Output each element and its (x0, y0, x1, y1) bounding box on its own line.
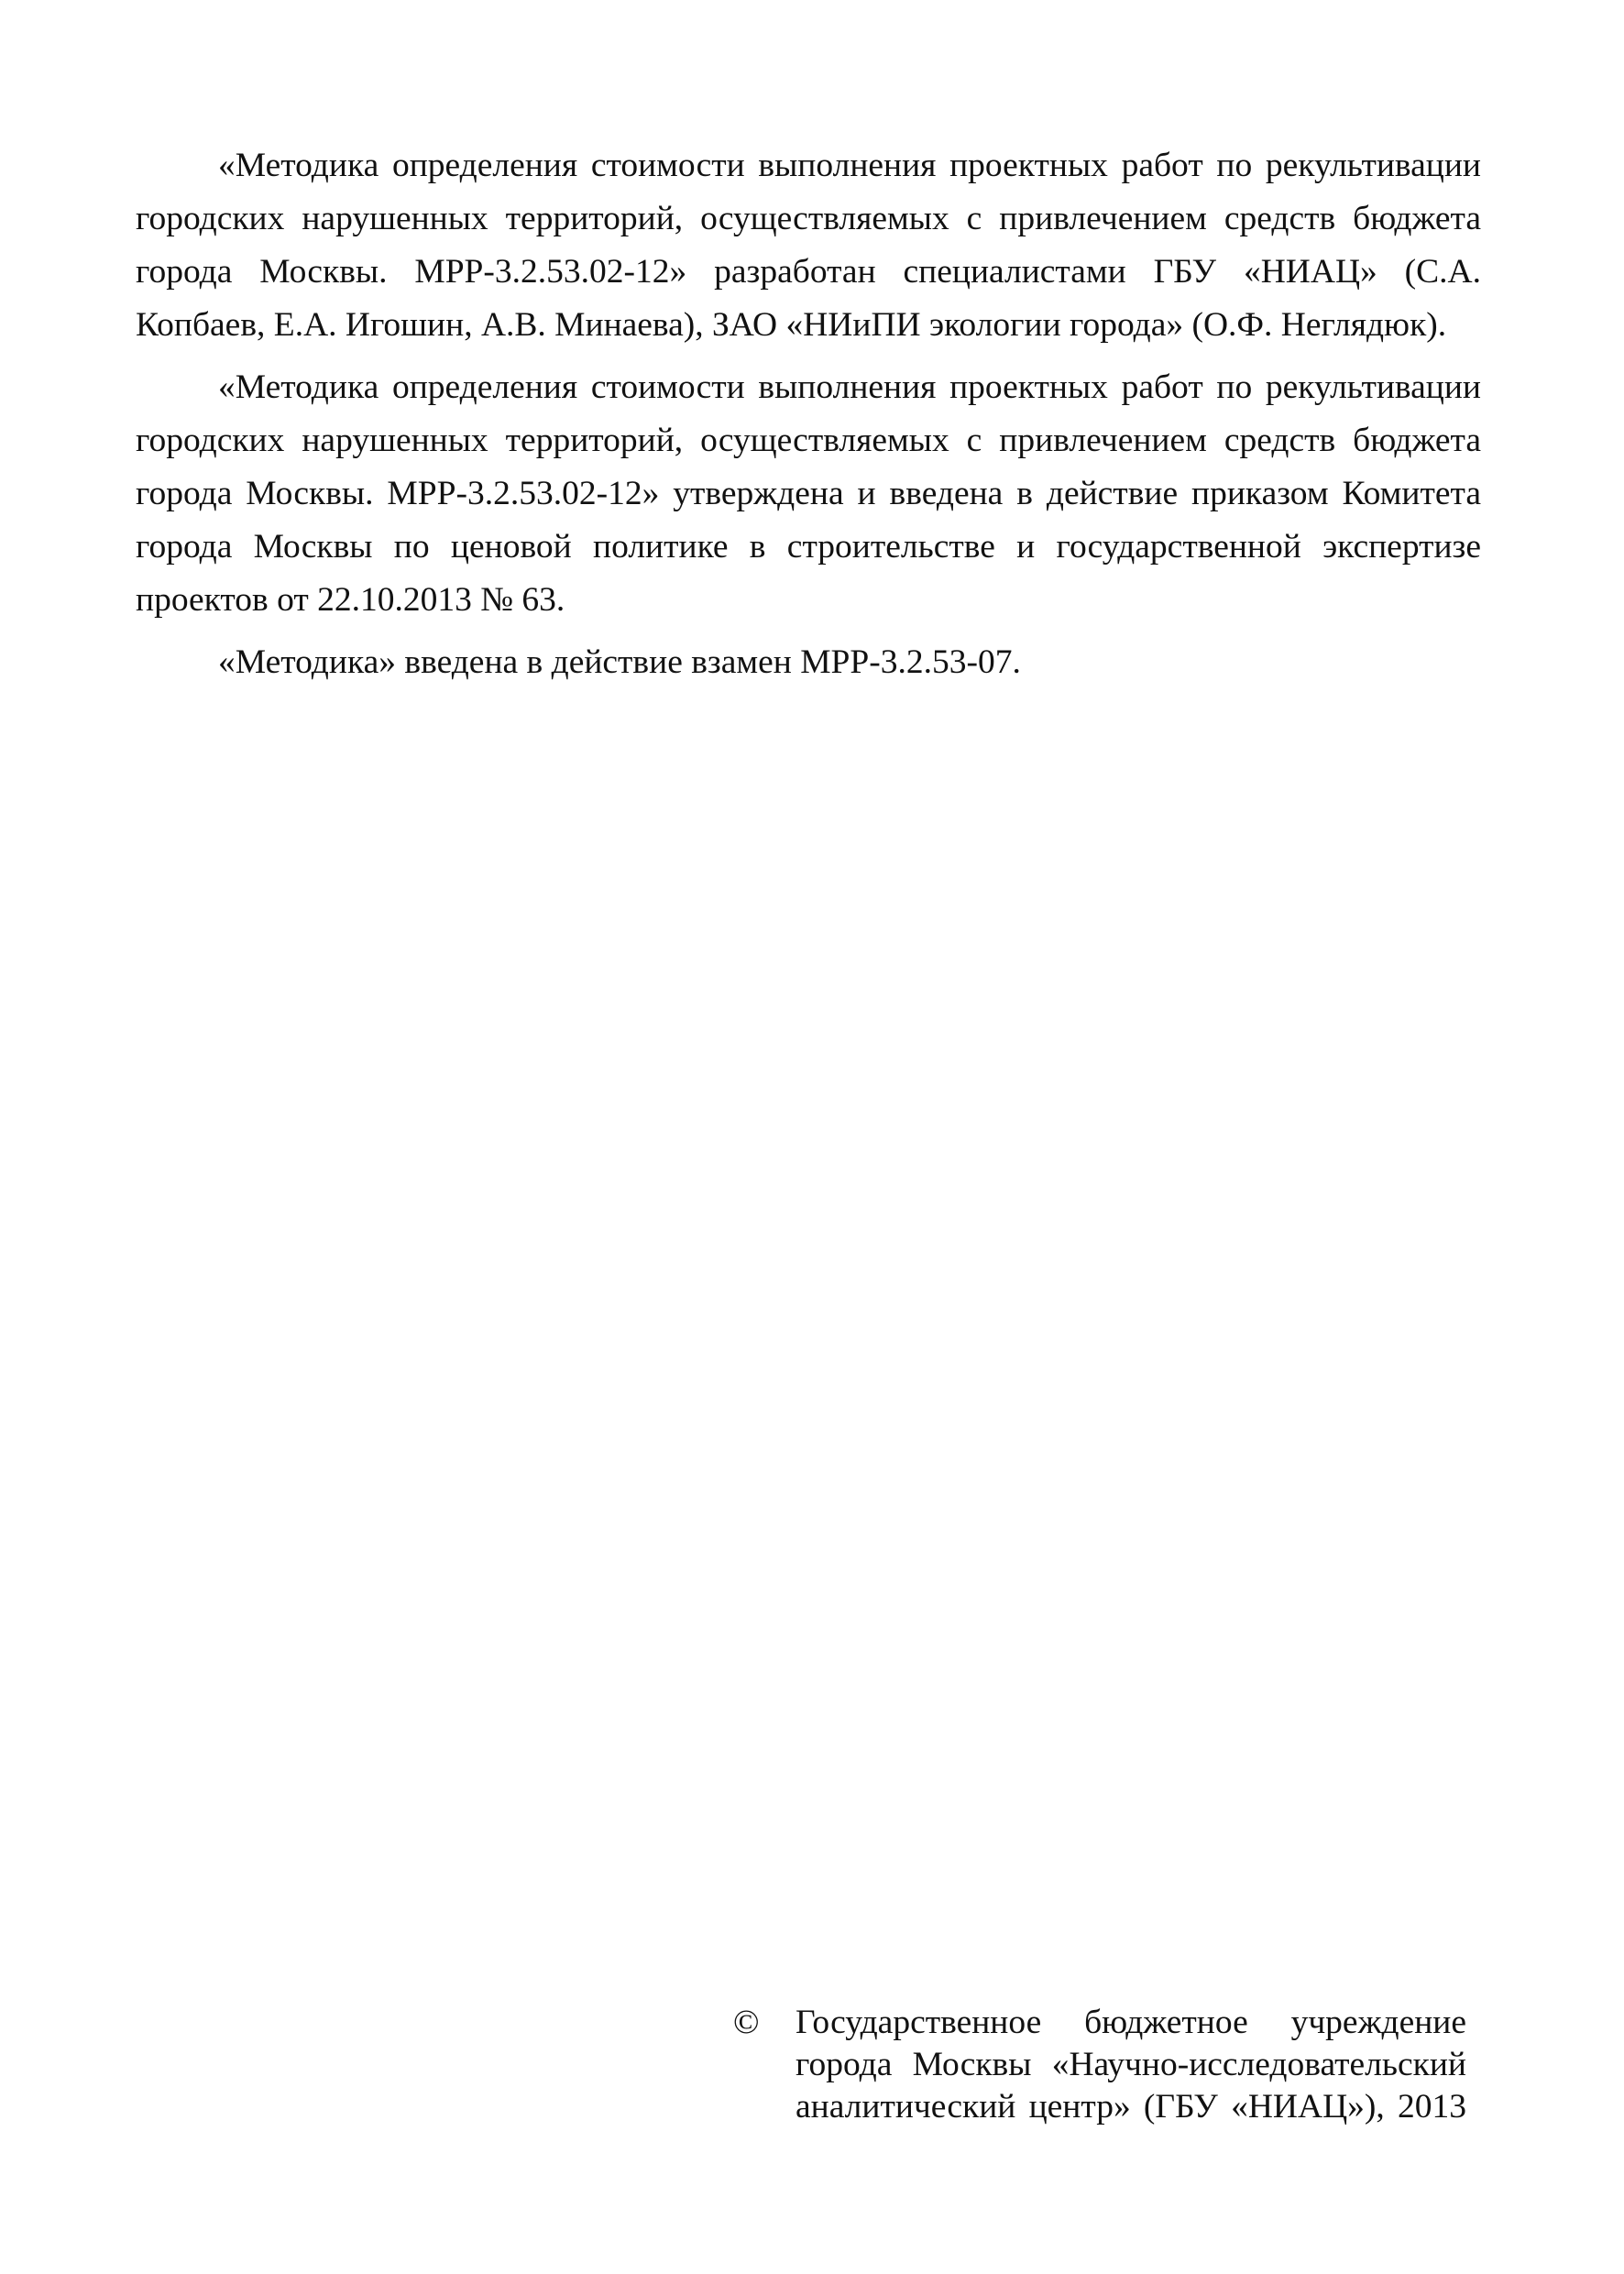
paragraph-developers: «Методика определения стоимости выполнения проектных работ по рекультивации городских нарушенных территорий, осуществляемых с привлечением средств бюджета города Москвы. МРР-3.2.53.02-12» разработан специалистами ГБУ «НИАЦ» (С.А. Копбаев, Е.А. Игошин, А.В. Минаева), ЗАО «НИиПИ экологии города» (О.Ф. Неглядюк). (136, 147, 1481, 344)
copyright-line: города Москвы «Научно-исследовательский (796, 2046, 1466, 2083)
paragraph-replacement: «Методика» введена в действие взамен МРР-3.2.53-07. (218, 643, 1021, 681)
copyright-icon: © (733, 2004, 760, 2041)
paragraph-approval: «Методика определения стоимости выполнения проектных работ по рекультивации городских нарушенных территорий, осуществляемых с привлечением средств бюджета города Москвы. МРР-3.2.53.02-12» утверждена и введена в действие приказом Комитета города Москвы по ценовой политике в строительстве и государственной экспертизе проектов от 22.10.2013 № 63. (136, 368, 1481, 619)
document-body (136, 139, 1481, 698)
copyright-line: Государственное бюджетное учреждение (796, 2004, 1466, 2041)
copyright-block (733, 2002, 1466, 2128)
copyright-text (796, 2002, 1466, 2128)
copyright-line: аналитический центр» (ГБУ «НИАЦ»), 2013 (796, 2088, 1466, 2126)
